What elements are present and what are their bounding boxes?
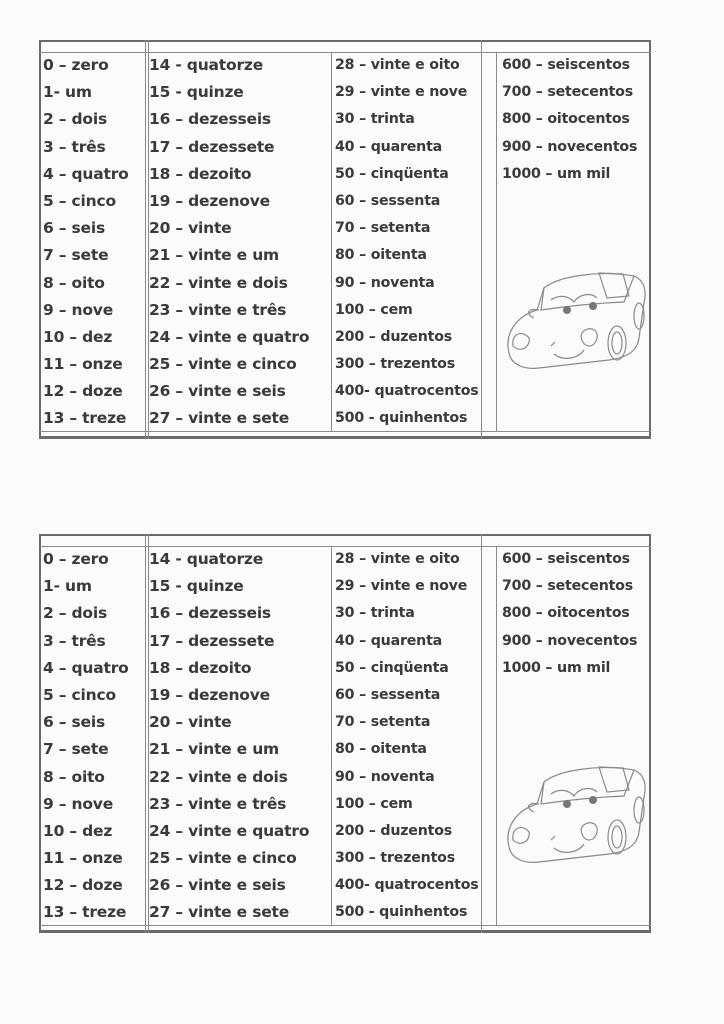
number-word-entry: 15 - quinze <box>149 577 244 596</box>
number-word-entry: 70 – setenta <box>335 220 431 237</box>
number-word-entry: 9 – nove <box>43 794 114 813</box>
column-teens-twenties <box>149 546 309 927</box>
number-word-entry: 700 – setecentos <box>502 578 633 595</box>
number-word-entry: 11 – onze <box>43 849 123 868</box>
number-word-entry: 600 – seiscentos <box>502 57 630 73</box>
number-word-entry: 13 – treze <box>43 903 127 922</box>
column-divider <box>145 40 146 439</box>
number-word-entry: 15 - quinze <box>149 83 244 102</box>
number-word-entry: 14 - quatorze <box>149 550 264 568</box>
column-divider <box>481 40 482 439</box>
number-word-entry: 4 – quatro <box>43 658 129 677</box>
number-word-entry: 800 – oitocentos <box>502 111 630 128</box>
number-word-entry: 27 – vinte e sete <box>149 409 290 428</box>
column-divider <box>145 534 146 933</box>
number-word-entry: 28 – vinte e oito <box>335 551 460 567</box>
column-high-hundreds <box>502 546 637 682</box>
number-word-entry: 20 – vinte <box>149 713 232 732</box>
number-word-entry: 26 – vinte e seis <box>149 382 286 401</box>
number-word-entry: 1- um <box>43 577 92 596</box>
number-word-entry: 16 – dezesseis <box>149 110 271 129</box>
number-word-entry: 29 – vinte e nove <box>335 84 468 101</box>
number-word-entry: 60 – sessenta <box>335 686 441 703</box>
number-word-entry: 18 – dezoito <box>149 164 252 183</box>
number-word-entry: 8 – oito <box>43 273 105 292</box>
number-word-entry: 29 – vinte e nove <box>335 578 468 595</box>
number-word-entry: 5 – cinco <box>43 191 116 210</box>
number-word-entry: 28 – vinte e oito <box>335 57 460 73</box>
number-word-entry: 2 – dois <box>43 604 108 623</box>
column-teens-twenties <box>149 52 309 433</box>
number-word-entry: 16 – dezesseis <box>149 604 271 623</box>
number-word-entry: 1000 – um mil <box>502 165 611 182</box>
number-word-entry: 25 – vinte e cinco <box>149 355 297 374</box>
column-divider <box>496 52 497 432</box>
number-word-entry: 30 – trinta <box>335 111 415 128</box>
number-word-entry: 12 – doze <box>43 876 123 895</box>
number-word-entry: 100 – cem <box>335 795 413 812</box>
column-divider <box>331 52 332 432</box>
number-word-entry: 19 – dezenove <box>149 191 270 210</box>
number-word-entry: 21 – vinte e um <box>149 740 279 759</box>
number-word-entry: 300 – trezentos <box>335 356 455 373</box>
number-word-entry: 4 – quatro <box>43 164 129 183</box>
number-word-entry: 900 – novecentos <box>502 138 638 155</box>
number-word-entry: 3 – três <box>43 137 106 156</box>
number-word-entry: 200 – duzentos <box>335 822 452 839</box>
number-word-entry: 0 – zero <box>43 550 109 568</box>
car-illustration-icon <box>499 752 649 882</box>
number-word-entry: 22 – vinte e dois <box>149 273 288 292</box>
number-word-entry: 10 – dez <box>43 327 113 346</box>
number-word-entry: 40 – quarenta <box>335 138 443 155</box>
column-divider <box>496 546 497 926</box>
number-word-entry: 400- quatrocentos <box>335 383 479 400</box>
number-word-entry: 1- um <box>43 83 92 102</box>
number-word-entry: 8 – oito <box>43 767 105 786</box>
number-word-entry: 17 – dezessete <box>149 137 275 156</box>
number-word-entry: 80 – oitenta <box>335 741 427 758</box>
number-word-entry: 19 – dezenove <box>149 685 270 704</box>
column-tens-hundreds <box>335 52 479 433</box>
column-high-hundreds <box>502 52 637 188</box>
number-word-entry: 21 – vinte e um <box>149 246 279 265</box>
number-word-entry: 7 – sete <box>43 246 109 265</box>
number-word-entry: 50 – cinqüenta <box>335 659 449 676</box>
number-word-entry: 70 – setenta <box>335 714 431 731</box>
number-word-entry: 400- quatrocentos <box>335 877 479 894</box>
number-word-entry: 10 – dez <box>43 821 113 840</box>
number-word-entry: 11 – onze <box>43 355 123 374</box>
number-word-entry: 200 – duzentos <box>335 328 452 345</box>
number-word-entry: 500 - quinhentos <box>335 410 468 427</box>
number-table-2 <box>39 534 651 933</box>
number-word-entry: 18 – dezoito <box>149 658 252 677</box>
number-word-entry: 7 – sete <box>43 740 109 759</box>
number-word-entry: 1000 – um mil <box>502 659 611 676</box>
number-word-entry: 600 – seiscentos <box>502 551 630 567</box>
number-word-entry: 17 – dezessete <box>149 631 275 650</box>
number-word-entry: 700 – setecentos <box>502 84 633 101</box>
number-word-entry: 3 – três <box>43 631 106 650</box>
number-word-entry: 60 – sessenta <box>335 192 441 209</box>
number-word-entry: 12 – doze <box>43 382 123 401</box>
number-word-entry: 25 – vinte e cinco <box>149 849 297 868</box>
number-word-entry: 50 – cinqüenta <box>335 165 449 182</box>
number-word-entry: 13 – treze <box>43 409 127 428</box>
column-divider <box>481 534 482 933</box>
column-units <box>43 546 129 927</box>
number-word-entry: 23 – vinte e três <box>149 794 287 813</box>
number-word-entry: 5 – cinco <box>43 685 116 704</box>
number-word-entry: 800 – oitocentos <box>502 605 630 622</box>
number-word-entry: 22 – vinte e dois <box>149 767 288 786</box>
number-word-entry: 100 – cem <box>335 301 413 318</box>
number-word-entry: 300 – trezentos <box>335 850 455 867</box>
number-word-entry: 2 – dois <box>43 110 108 129</box>
number-word-entry: 24 – vinte e quatro <box>149 821 310 840</box>
number-word-entry: 90 – noventa <box>335 274 435 291</box>
column-units <box>43 52 129 433</box>
number-word-entry: 30 – trinta <box>335 605 415 622</box>
number-word-entry: 6 – seis <box>43 219 106 238</box>
number-word-entry: 27 – vinte e sete <box>149 903 290 922</box>
column-divider <box>331 546 332 926</box>
number-word-entry: 90 – noventa <box>335 768 435 785</box>
number-word-entry: 26 – vinte e seis <box>149 876 286 895</box>
number-word-entry: 9 – nove <box>43 300 114 319</box>
car-illustration-icon <box>499 258 649 388</box>
number-word-entry: 40 – quarenta <box>335 632 443 649</box>
number-word-entry: 0 – zero <box>43 56 109 74</box>
number-table-1 <box>39 40 651 439</box>
number-word-entry: 23 – vinte e três <box>149 300 287 319</box>
column-tens-hundreds <box>335 546 479 927</box>
number-word-entry: 20 – vinte <box>149 219 232 238</box>
number-word-entry: 500 - quinhentos <box>335 904 468 921</box>
number-word-entry: 900 – novecentos <box>502 632 638 649</box>
number-word-entry: 14 - quatorze <box>149 56 264 74</box>
number-word-entry: 80 – oitenta <box>335 247 427 264</box>
number-word-entry: 6 – seis <box>43 713 106 732</box>
number-word-entry: 24 – vinte e quatro <box>149 327 310 346</box>
